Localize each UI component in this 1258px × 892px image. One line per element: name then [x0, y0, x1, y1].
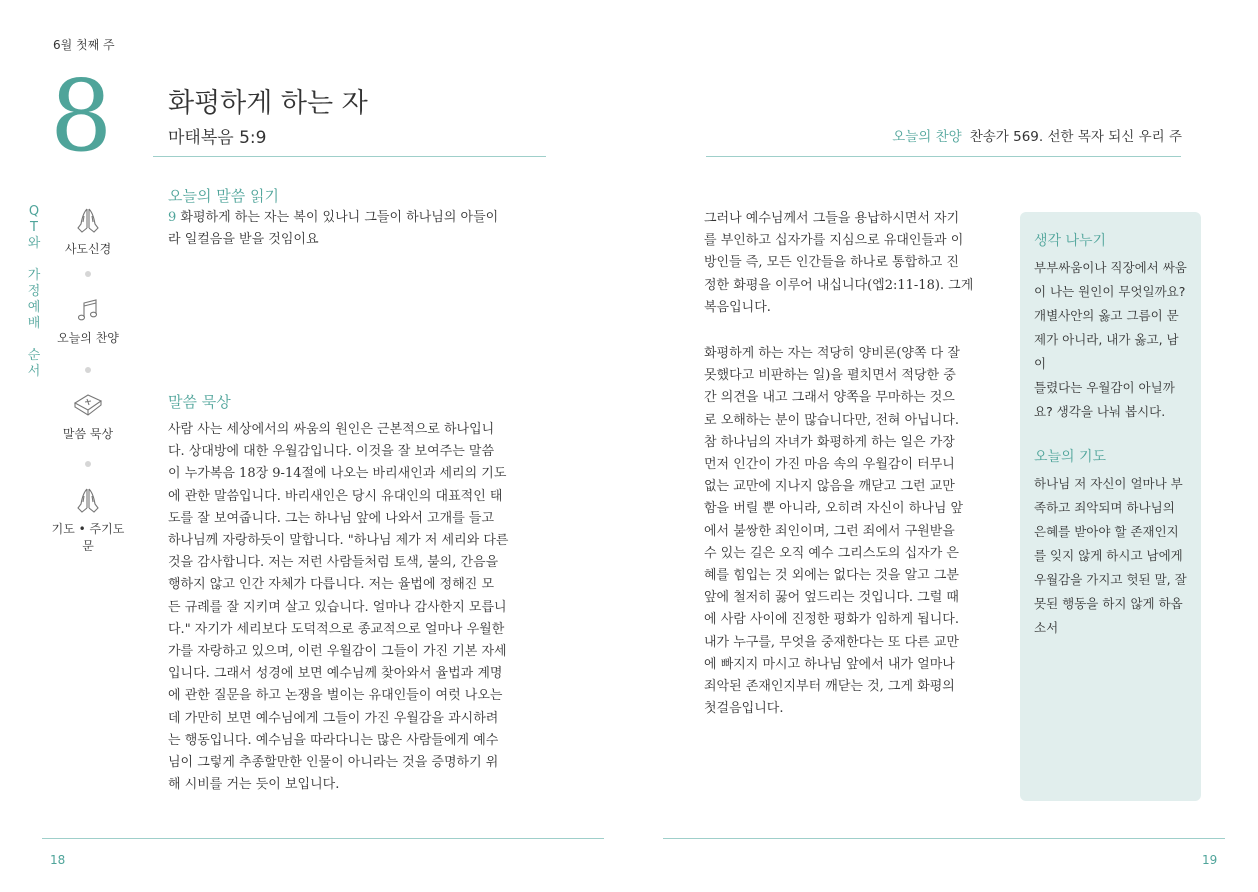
right-para-1	[704, 208, 994, 319]
meditation-line: 에 관한 질문을 하고 논쟁을 벌이는 유대인들이 여럿 나오는	[168, 688, 503, 704]
side-label-char: 와	[27, 236, 41, 251]
nav-separator-dot	[85, 461, 91, 467]
sidebar-box	[1020, 212, 1201, 801]
meditation-line: 도를 잘 보여줍니다. 그는 하나님 앞에 나와서 고개를 들고	[168, 510, 495, 526]
header-divider-left	[153, 156, 546, 157]
nav-label: 사도신경	[64, 242, 112, 256]
reading-text	[168, 207, 546, 251]
reading-line: 9 화평하게 하는 자는 복이 있나니 그들이 하나님의 아들이	[168, 210, 499, 225]
meditation-line: 는 행동입니다. 예수님을 따라다니는 많은 사람들에게 예수	[168, 732, 499, 748]
day-number: 8	[50, 60, 111, 174]
nav-separator-dot	[85, 271, 91, 277]
nav-label: 기도 • 주기도문	[51, 522, 125, 553]
side-label-char: 순	[27, 348, 41, 363]
page-number-left: 18	[50, 853, 66, 867]
nav-label: 말씀 묵상	[62, 427, 114, 441]
page-number-right: 19	[1202, 853, 1218, 867]
side-label-char: T	[30, 220, 38, 235]
footer-divider-left	[42, 838, 604, 839]
meditation-heading: 말씀 묵상	[168, 393, 231, 411]
share-line: 요? 생각을 나눠 봅시다.	[1034, 404, 1166, 419]
share-line: 부부싸움이나 직장에서 싸움	[1034, 260, 1187, 275]
prayer-line: 소서	[1034, 620, 1059, 635]
side-label-char: 정	[27, 284, 41, 299]
prayer-text	[1034, 472, 1189, 640]
scripture-reference: 마태복음 5:9	[168, 128, 267, 148]
share-line: 틀렸다는 우월감이 아닐까	[1034, 380, 1175, 395]
meditation-line: 입니다. 그래서 성경에 보면 예수님께 찾아와서 율법과 계명	[168, 666, 503, 682]
meditation-line: 다. 상대방에 대한 우월감입니다. 이것을 잘 보여주는 말씀	[168, 444, 495, 460]
footer-divider-right	[663, 838, 1225, 839]
side-label-gap	[26, 252, 42, 268]
body-line: 에 빠지지 마시고 하나님 앞에서 내가 얼마나	[704, 656, 955, 672]
header-divider-right	[706, 156, 1181, 157]
side-label-char: 배	[27, 316, 41, 331]
meditation-line: 에 관한 말씀입니다. 바리새인은 당시 유대인의 대표적인 태	[168, 488, 503, 504]
body-line: 를 부인하고 십자가를 지심으로 유대인들과 이	[704, 233, 964, 249]
share-text	[1034, 256, 1189, 424]
body-line: 복음입니다.	[704, 299, 771, 315]
reading-line: 라 일컬음을 받을 것임이요	[168, 232, 319, 248]
share-heading: 생각 나누기	[1034, 233, 1107, 249]
todays-hymn	[892, 125, 1182, 145]
side-label-char: 가	[27, 268, 41, 283]
praying-hands-icon	[73, 206, 103, 236]
body-line: 그러나 예수님께서 그들을 용납하시면서 자기	[704, 211, 960, 226]
meditation-text	[168, 419, 546, 796]
body-line: 앞에 철저히 꿇어 엎드리는 것입니다. 그럴 때	[704, 590, 959, 606]
prayer-line: 우월감을 가지고 헛된 말, 잘	[1034, 572, 1187, 587]
share-line: 개별사안의 옳고 그름이 문	[1034, 308, 1179, 323]
meditation-line: 것을 감사합니다. 저는 저런 사람들처럼 토색, 불의, 간음을	[168, 555, 499, 571]
share-line: 이 나는 원인이 무엇일까요?	[1034, 284, 1186, 299]
body-line: 없는 교만에 지나지 않음을 깨닫고 그런 교만	[704, 479, 955, 495]
meditation-line: 든 규례를 잘 지키며 살고 있습니다. 얼마나 감사한지 모릅니	[168, 599, 507, 615]
body-line: 에 사람 사이에 진정한 평화가 임하게 됩니다.	[704, 612, 959, 628]
body-line: 먼저 인간이 가진 마음 속의 우월감이 터무니	[704, 457, 955, 473]
body-line: 못했다고 비판하는 일)을 펼치면서 적당한 중	[704, 368, 956, 384]
meditation-line: 가를 자랑하고 있으며, 이런 우월감이 그들이 가진 기본 자세	[168, 644, 507, 660]
body-line: 정한 화평을 이루어 내십니다(엡2:11-18). 그게	[704, 277, 974, 293]
meditation-line: 데 가만히 보면 예수님에게 그들이 가진 우월감을 과시하려	[168, 710, 499, 726]
side-label-char: 예	[27, 300, 41, 315]
meditation-line: 행하지 않고 인간 자체가 다릅니다. 저는 율법에 정해진 모	[168, 577, 495, 593]
music-note-icon	[74, 297, 102, 325]
share-line: 제가 아니라, 내가 옳고, 남이	[1034, 332, 1179, 371]
body-line: 함을 버릴 뿐 아니라, 오히려 자신이 하나님 앞	[704, 501, 964, 517]
prayer-line: 하나님 저 자신이 얼마나 부	[1034, 476, 1183, 491]
body-line: 참 하나님의 자녀가 화평하게 하는 일은 가장	[704, 434, 955, 450]
body-line: 로 오해하는 분이 많습니다만, 전혀 아닙니다.	[704, 412, 959, 428]
body-line: 첫걸음입니다.	[704, 701, 784, 717]
prayer-heading: 오늘의 기도	[1034, 449, 1107, 465]
prayer-line: 족하고 죄악되며 하나님의	[1034, 500, 1175, 515]
nav-separator-dot	[85, 367, 91, 373]
body-line: 혜를 힘입는 것 외에는 없다는 것을 알고 그분	[704, 568, 959, 584]
nav-word-meditation	[48, 391, 128, 442]
nav-todays-hymn	[48, 297, 128, 346]
nav-label: 오늘의 찬양	[57, 331, 119, 345]
week-label: 6월 첫째 주	[53, 38, 115, 52]
praying-hands-icon	[73, 486, 103, 516]
nav-prayer-lords-prayer	[48, 486, 128, 554]
side-label-gap	[26, 332, 42, 348]
right-para-2	[704, 343, 994, 720]
meditation-line: 님이 그렇게 추종할만한 인물이 아니라는 것을 증명하기 위	[168, 755, 499, 771]
body-line: 간 의견을 내고 그래서 양쪽을 무마하는 것으	[704, 390, 955, 406]
body-line: 에서 불쌍한 죄인이며, 그런 죄에서 구원받을	[704, 523, 955, 539]
hymn-value: 찬송가 569. 선한 목자 되신 우리 주	[969, 129, 1182, 145]
body-line: 죄악된 존재인지부터 깨닫는 것, 그게 화평의	[704, 679, 955, 695]
prayer-line: 를 잊지 않게 하시고 남에게	[1034, 548, 1183, 563]
side-label-char: 서	[27, 364, 41, 379]
page-title: 화평하게 하는 자	[168, 88, 368, 119]
body-line: 수 있는 길은 오직 예수 그리스도의 십자가 은	[704, 545, 959, 561]
nav-apostles-creed	[48, 206, 128, 257]
reading-heading: 오늘의 말씀 읽기	[168, 187, 279, 205]
body-line: 방인들 즉, 모든 인간들을 하나로 통합하고 진	[704, 255, 959, 271]
body-line: 내가 누구를, 무엇을 중재한다는 또 다른 교만	[704, 634, 959, 650]
prayer-line: 은혜를 받아야 할 존재인지	[1034, 524, 1179, 539]
verse-number: 9	[168, 210, 177, 225]
bible-icon	[72, 391, 104, 421]
side-label-qt-worship-order	[26, 204, 42, 380]
body-line: 화평하게 하는 자는 적당히 양비론(양쪽 다 잘	[704, 346, 960, 361]
meditation-line: 사람 사는 세상에서의 싸움의 원인은 근본적으로 하나입니	[168, 422, 495, 437]
meditation-line: 하나님께 자랑하듯이 말합니다. "하나님 제가 저 세리와 다른	[168, 533, 509, 549]
meditation-line: 해 시비를 거는 듯이 보입니다.	[168, 777, 340, 793]
meditation-line: 다." 자기가 세리보다 도덕적으로 종교적으로 얼마나 우월한	[168, 621, 505, 637]
meditation-line: 이 누가복음 18장 9-14절에 나오는 바리새인과 세리의 기도	[168, 466, 507, 482]
hymn-label: 오늘의 찬양	[892, 129, 962, 145]
prayer-line: 못된 행동을 하지 않게 하옵	[1034, 596, 1183, 611]
side-label-char: Q	[28, 204, 40, 219]
